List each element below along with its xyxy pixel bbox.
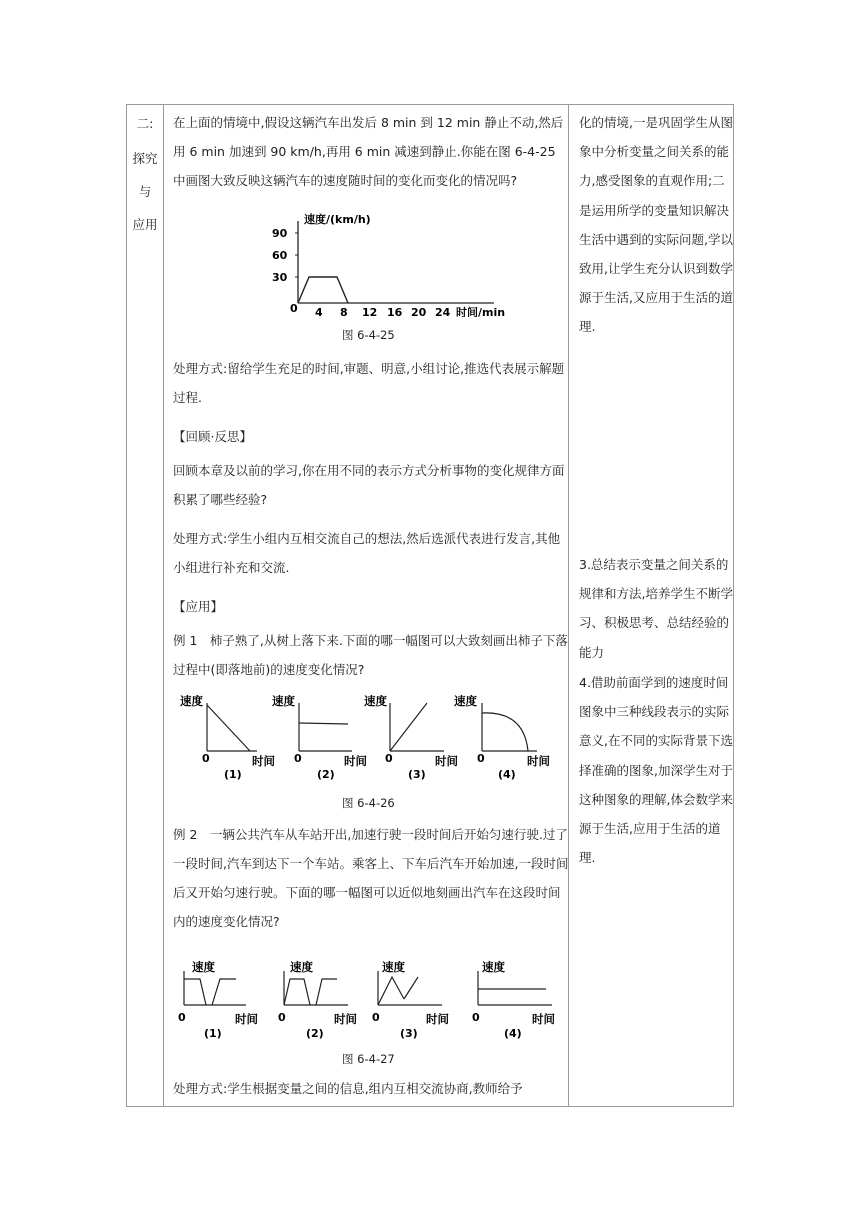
graph-4	[454, 694, 550, 781]
design-intent-column	[575, 105, 733, 1106]
paragraph: 处理方式:学生小组内互相交流自己的想法,然后选派代表进行发言,其他小组进行补充和交流.	[173, 531, 561, 575]
stage-label: 应用	[132, 217, 158, 232]
section-heading: 【回顾·反思】	[173, 429, 252, 444]
graph-label: (1)	[204, 1027, 222, 1040]
lesson-table	[126, 104, 734, 1107]
svg-text:0: 0	[278, 1011, 286, 1024]
intent-paragraph: 化的情境,一是巩固学生从图象中分析变量之间关系的能力,感受图象的直观作用;二是运用所学的变量知识解决生活中遇到的实际问题,学以致用,让学生充分认识到数学源于生活,又应用于生活的道理.	[579, 115, 733, 335]
graph-1	[178, 960, 258, 1040]
graph-label: (3)	[408, 768, 426, 781]
paragraph: 回顾本章及以前的学习,你在用不同的表示方式分析事物的变化规律方面积累了哪些经验?	[173, 463, 565, 507]
svg-text:速度: 速度	[482, 960, 505, 974]
svg-text:速度: 速度	[290, 960, 313, 974]
paragraph: 处理方式:留给学生充足的时间,审题、明意,小组讨论,推选代表展示解题过程.	[173, 361, 565, 405]
y-axis-label: 速度/(km/h)	[304, 213, 371, 226]
svg-text:速度: 速度	[180, 694, 203, 708]
svg-text:时间: 时间	[426, 1012, 449, 1026]
x-tick-label: 8	[340, 306, 348, 317]
example-2: 例 2 一辆公共汽车从车站开出,加速行驶一段时间后开始匀速行驶.过了一段时间,汽车到达下一个车站。乘客上、下车后汽车开始加速,一段时间后又开始匀速行驶。下面的哪一幅图可以近似地刻画出汽车在这段时间内的速度变化情况?	[173, 827, 569, 929]
x-tick-label: 12	[362, 306, 378, 317]
stage-label: 与	[138, 184, 152, 199]
figure-6-4-26	[172, 689, 568, 781]
y-tick-label: 90	[272, 227, 288, 240]
x-tick-label: 16	[387, 306, 403, 317]
paragraph: 在上面的情境中,假设这辆汽车出发后 8 min 到 12 min 静止不动,然后用 6 min 加速到 90 km/h,再用 6 min 减速到静止.你能在图 6-4-25 中画图大致反映这辆汽车的速度随时间的变化而变化的情况吗?	[173, 115, 564, 188]
intent-paragraph: 3.总结表示变量之间关系的规律和方法,培养学生不断学习、积极思考、总结经验的能力	[579, 557, 733, 660]
origin-label: 0	[290, 302, 298, 315]
y-tick-label: 60	[272, 249, 288, 262]
figure-6-4-27	[172, 955, 568, 1045]
figure-caption: 图 6-4-26	[342, 796, 395, 810]
x-axis-label: 时间/min	[456, 306, 506, 317]
section-heading: 【应用】	[173, 599, 224, 614]
x-tick-label: 4	[315, 306, 323, 317]
graph-label: (4)	[498, 768, 516, 781]
stage-column	[127, 105, 163, 1106]
graph-label: (1)	[224, 768, 242, 781]
graph-label: (2)	[306, 1027, 324, 1040]
graph-label: (4)	[504, 1027, 522, 1040]
svg-text:0: 0	[372, 1011, 380, 1024]
example-1: 例 1 柿子熟了,从树上落下来.下面的哪一幅图可以大致刻画出柿子下落过程中(即落地前)的速度变化情况?	[173, 633, 568, 677]
svg-text:0: 0	[202, 752, 210, 765]
svg-text:0: 0	[385, 752, 393, 765]
svg-text:时间: 时间	[527, 754, 550, 768]
svg-text:速度: 速度	[382, 960, 405, 974]
svg-text:速度: 速度	[192, 960, 215, 974]
figure-6-4-25	[264, 211, 524, 317]
graph-1	[180, 694, 275, 781]
stage-label: 探究	[132, 151, 158, 166]
svg-text:时间: 时间	[435, 754, 458, 768]
svg-text:时间: 时间	[235, 1012, 258, 1026]
svg-text:时间: 时间	[252, 754, 275, 768]
svg-text:时间: 时间	[334, 1012, 357, 1026]
graph-4	[472, 960, 555, 1040]
graph-3	[372, 960, 449, 1040]
graph-2	[278, 960, 357, 1040]
svg-text:时间: 时间	[344, 754, 367, 768]
x-tick-label: 24	[435, 306, 451, 317]
figure-caption: 图 6-4-27	[342, 1052, 395, 1066]
svg-text:速度: 速度	[454, 694, 477, 708]
svg-text:0: 0	[477, 752, 485, 765]
svg-text:时间: 时间	[532, 1012, 555, 1026]
y-tick-label: 30	[272, 271, 288, 284]
x-tick-label: 20	[411, 306, 427, 317]
graph-3	[364, 694, 458, 781]
figure-caption: 图 6-4-25	[342, 328, 395, 342]
paragraph: 处理方式:学生根据变量之间的信息,组内互相交流协商,教师给予	[173, 1081, 523, 1096]
svg-text:0: 0	[178, 1011, 186, 1024]
svg-text:速度: 速度	[272, 694, 295, 708]
content-column	[164, 105, 568, 1106]
graph-label: (2)	[317, 768, 335, 781]
stage-label: 二:	[136, 116, 154, 131]
graph-2	[272, 694, 367, 781]
svg-text:0: 0	[294, 752, 302, 765]
svg-text:速度: 速度	[364, 694, 387, 708]
intent-paragraph: 4.借助前面学到的速度时间图象中三种线段表示的实际意义,在不同的实际背景下选择准确的图象,加深学生对于这种图象的理解,体会数学来源于生活,应用于生活的道理.	[579, 675, 733, 866]
svg-text:0: 0	[472, 1011, 480, 1024]
graph-label: (3)	[400, 1027, 418, 1040]
